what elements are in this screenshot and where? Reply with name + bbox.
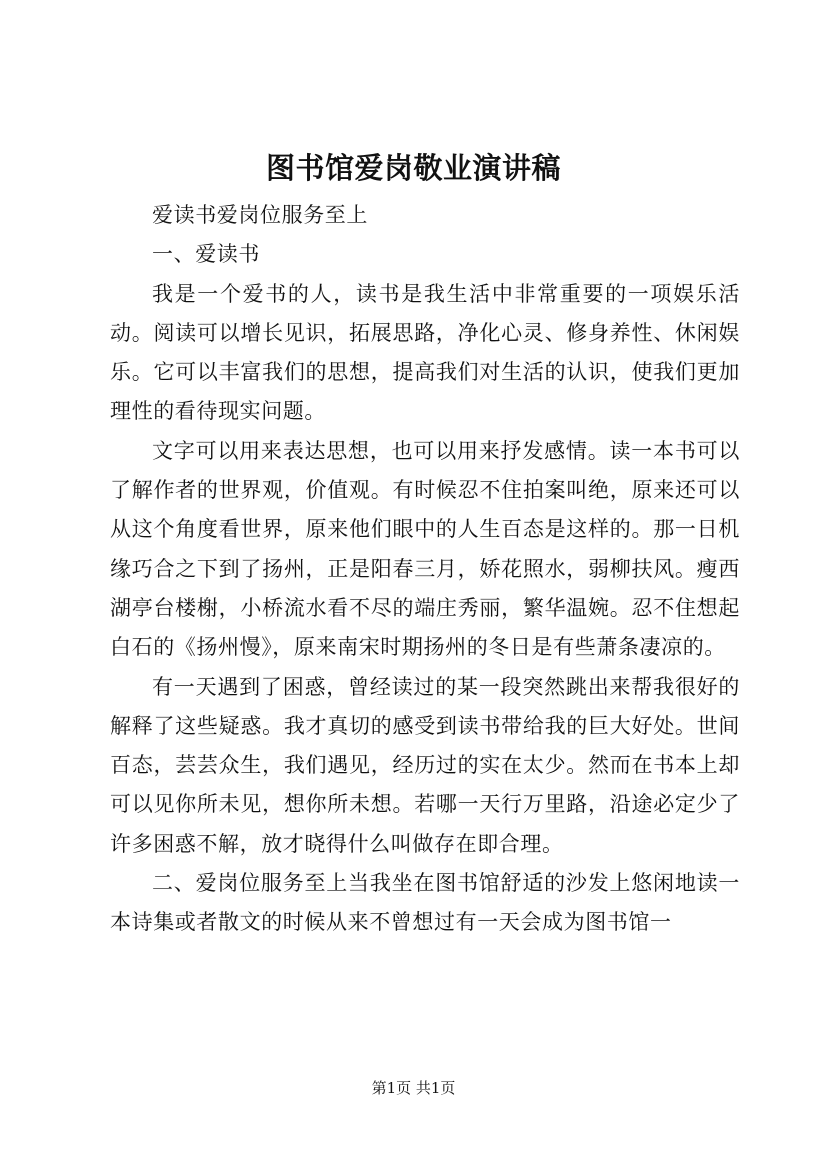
body-paragraph-2: 文字可以用来表达思想，也可以用来抒发感情。读一本书可以了解作者的世界观，价值观。有时候忍不住拍案叫绝，原来还可以从这个角度看世界，原来他们眼中的人生百态是这样的。那一日机缘巧合之下到了扬州，正是阳春三月，娇花照水，弱柳扶风。瘦西湖亭台楼榭，小桥流水看不尽的端庄秀丽，繁华温婉。忍不住想起白石的《扬州慢》，原来南宋时期扬州的冬日是有些萧条凄凉的。 — [110, 438, 740, 660]
page-footer: 第1页 共1页 — [371, 1079, 456, 1097]
subtitle-paragraph: 爱读书爱岗位服务至上 — [152, 203, 368, 227]
body-paragraph-3: 有一天遇到了困惑，曾经读过的某一段突然跳出来帮我很好的解释了这些疑惑。我才真切的感受到读书带给我的巨大好处。世间百态，芸芸众生，我们遇见，经历过的实在太少。然而在书本上却可以见你所未见，想你所未想。若哪一天行万里路，沿途必定少了许多困惑不解，放才晓得什么叫做存在即合理。 — [110, 674, 740, 856]
section-heading-2-paragraph: 二、爱岗位服务至上当我坐在图书馆舒适的沙发上悠闲地读一本诗集或者散文的时候从来不曾想过有一天会成为图书馆一 — [110, 871, 740, 935]
body-paragraph-1: 我是一个爱书的人，读书是我生活中非常重要的一项娱乐活动。阅读可以增长见识，拓展思路，净化心灵、修身养性、休闲娱乐。它可以丰富我们的思想，提高我们对生活的认识，使我们更加理性的看待现实问题。 — [110, 281, 740, 424]
document-body — [110, 196, 740, 943]
section-heading-1: 一、爱读书 — [152, 242, 260, 267]
document-title: 图书馆爱岗敬业演讲稿 — [265, 151, 561, 185]
